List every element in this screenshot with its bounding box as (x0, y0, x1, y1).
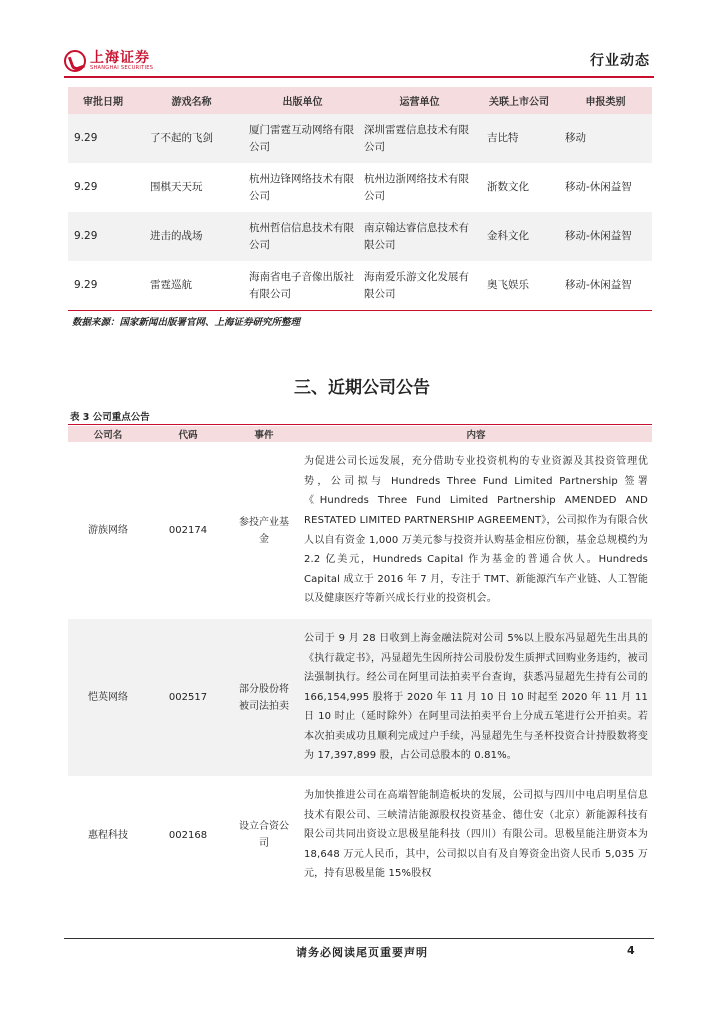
table-top-rule (68, 424, 652, 425)
page-number: 4 (627, 944, 635, 957)
disclaimer-notice: 请务必阅读尾页重要声明 (296, 946, 428, 959)
listed-company: 吉比特 (479, 114, 559, 163)
category: 移动-休闲益智 (565, 181, 632, 193)
logo-english-name: SHANGHAI SECURITIES (90, 65, 154, 71)
approval-date: 9.29 (68, 212, 138, 261)
column-header: 关联上市公司 (479, 87, 559, 114)
data-source-note: 数据来源：国家新闻出版署官网、上海证券研究所整理 (72, 317, 301, 328)
company-logo (64, 48, 153, 74)
game-name: 了不起的飞剑 (138, 114, 245, 163)
approval-date: 9.29 (74, 181, 98, 193)
announcement-content: 公司于 9 月 28 日收到上海金融法院对公司 5%以上股东冯显超先生出具的《执行裁定书》，冯显超先生因所持公司股份发生质押式回购业务违约，被司法强制执行。经公司在阿里司法拍卖平台查询，获悉冯显超先生持有公司的 166,154,995 股将于 2020 年 11 月 10 日 10 时起至 2020 年 11 月 11 日 10 时止（延时除外）在阿里司法拍卖平台上分成五笔进行公开拍卖。若本次拍卖成功且顺利完成过户手续，冯显超先生与圣杯投资合计持股数将变为 17,397,899 股，占公司总股本的 0.81%。 (300, 619, 652, 776)
column-header: 审批日期 (68, 87, 138, 114)
column-header: 出版单位 (245, 87, 360, 114)
publisher: 海南省电子音像出版社有限公司 (249, 270, 354, 300)
table-row (68, 114, 652, 163)
table-header-row (68, 87, 652, 114)
company-name: 恺英网络 (68, 619, 148, 776)
game-name: 进击的战场 (138, 212, 245, 261)
announcement-content: 为加快推进公司在高端智能制造板块的发展，公司拟与四川中电启明星信息技术有限公司、三峡清洁能源股权投资基金、德仕安（北京）新能源科技有限公司共同出资设立思极星能科技（四川）有限公司。思极星能注册资本为 18,648 万元人民币，其中，公司拟以自有及自筹资金出资人民币 5,035 万元，持有思极星能 15%股权 (304, 790, 648, 880)
column-header: 事件 (228, 426, 300, 442)
operator: 杭州边浙网络技术有限公司 (364, 172, 469, 202)
stock-code: 002174 (168, 525, 208, 536)
table-header-row (68, 426, 652, 442)
publisher: 杭州哲信信息技术有限公司 (245, 212, 360, 261)
logo-icon (64, 50, 86, 72)
footer-rule (64, 938, 654, 939)
listed-company: 浙数文化 (487, 181, 529, 193)
event: 部分股份将被司法拍卖 (228, 619, 300, 776)
company-name: 游族网络 (88, 525, 128, 536)
listed-company: 金科文化 (479, 212, 559, 261)
approval-date: 9.29 (68, 114, 138, 163)
column-header: 公司名 (68, 426, 148, 442)
column-header: 运营单位 (360, 87, 479, 114)
operator: 南京翰达睿信息技术有限公司 (360, 212, 479, 261)
table-row (68, 776, 652, 894)
page-header (64, 44, 654, 78)
column-header: 内容 (300, 426, 652, 442)
event: 设立合资公司 (239, 821, 289, 849)
table-row (68, 619, 652, 776)
publisher: 杭州边锋网络技术有限公司 (249, 172, 354, 202)
section-title: 三、近期公司公告 (294, 378, 430, 398)
game-name: 雷霆巡航 (150, 279, 192, 291)
stock-code: 002168 (168, 829, 208, 841)
game-name: 围棋天天玩 (150, 181, 203, 193)
logo-name: 上海证券 (90, 50, 150, 66)
event: 参投产业基金 (239, 516, 289, 545)
operator: 海南爱乐游文化发展有限公司 (364, 270, 469, 300)
publisher: 厦门雷霆互动网络有限公司 (245, 114, 360, 163)
column-header: 申报类别 (559, 87, 652, 114)
table-bottom-rule (68, 310, 652, 311)
report-type: 行业动态 (590, 53, 650, 69)
category: 移动-休闲益智 (559, 212, 652, 261)
column-header: 游戏名称 (138, 87, 245, 114)
table-caption: 表 3 公司重点公告 (70, 412, 150, 423)
approval-date: 9.29 (74, 279, 98, 291)
announcement-table (68, 426, 652, 894)
company-name: 惠程科技 (88, 829, 128, 841)
listed-company: 奥飞娱乐 (487, 279, 529, 291)
table-row (68, 261, 652, 310)
stock-code: 002517 (148, 619, 228, 776)
column-header: 代码 (148, 426, 228, 442)
category: 移动-休闲益智 (565, 279, 632, 291)
table-row (68, 442, 652, 619)
game-approval-table (68, 87, 652, 310)
category: 移动 (559, 114, 652, 163)
operator: 深圳雷霆信息技术有限公司 (360, 114, 479, 163)
table-row (68, 163, 652, 212)
table-row (68, 212, 652, 261)
announcement-content: 为促进公司长远发展，充分借助专业投资机构的专业资源及其投资管理优势，公司拟与 Hundreds Three Fund Limited Partnership 签署《Hundreds Three Fund Limited Partnership AMENDED AND RESTATED LIMITED PARTNERSHIP AGREEMENT》，公司拟作为有限合伙人以自有资金 1,000 万美元参与投资并认购基金相应份额，基金总规模约为 2.2 亿美元，Hundreds Capital 作为基金的普通合伙人。Hundreds Capital 成立于 2016 年 7 月，专注于 TMT、新能源汽车产业链、人工智能以及健康医疗等新兴成长行业的投资机会。 (304, 456, 648, 605)
